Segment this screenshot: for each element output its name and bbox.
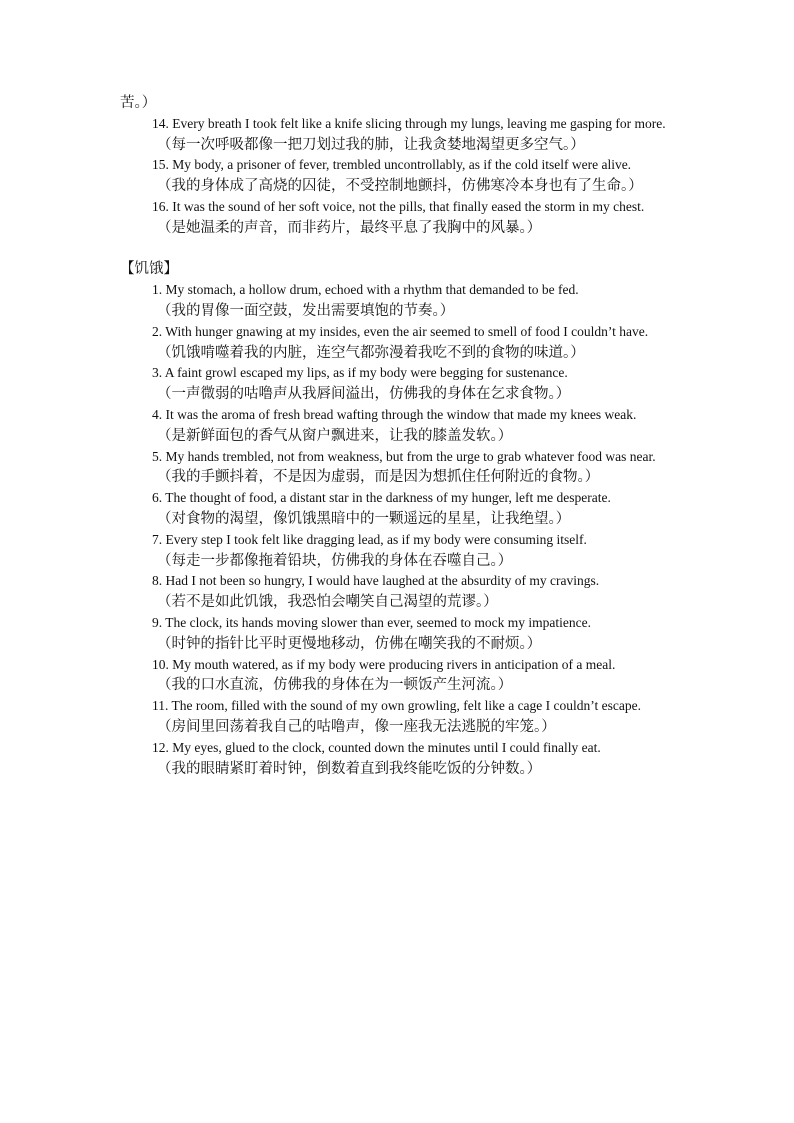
hunger-en-11: 11. The room, filled with the sound of my own growling, felt like a cage I couldn’t escape. (152, 698, 642, 714)
top-fragment: 苦。） (120, 95, 157, 111)
hunger-en-9: 9. The clock, its hands moving slower than ever, seemed to mock my impatience. (152, 614, 591, 630)
section-title-hunger: 【饥饿】 (120, 261, 178, 278)
hunger-en-12: 12. My eyes, glued to the clock, counted down the minutes until I could finally eat. (152, 739, 601, 755)
hunger-zh-12: （我的眼睛紧盯着时钟，倒数着直到我终能吃饭的分钟数。） (157, 760, 542, 777)
sentence-en-15: 15. My body, a prisoner of fever, trembled uncontrollably, as if the cold itself were alive. (152, 157, 632, 173)
hunger-zh-2: （饥饿啃噬着我的内脏，连空气都弥漫着我吃不到的食物的味道。） (157, 344, 585, 361)
hunger-en-10: 10. My mouth watered, as if my body were producing rivers in anticipation of a meal. (152, 656, 616, 672)
hunger-en-5: 5. My hands trembled, not from weakness, but from the urge to grab whatever food was near. (152, 448, 656, 464)
hunger-en-4: 4. It was the aroma of fresh bread wafting through the window that made my knees weak. (152, 406, 637, 422)
sentence-zh-15: （我的身体成了高烧的囚徒，不受控制地颤抖，仿佛寒冷本身也有了生命。） (157, 178, 643, 195)
sentence-en-14: 14. Every breath I took felt like a knife slicing through my lungs, leaving me gasping for more. (152, 115, 666, 131)
hunger-en-3: 3. A faint growl escaped my lips, as if my body were begging for sustenance. (152, 365, 568, 381)
hunger-zh-5: （我的手颤抖着，不是因为虚弱，而是因为想抓住任何附近的食物。） (157, 469, 600, 486)
hunger-en-6: 6. The thought of food, a distant star in the darkness of my hunger, left me desperate. (152, 490, 611, 506)
hunger-zh-7: （每走一步都像拖着铅块，仿佛我的身体在吞噬自己。） (157, 552, 513, 569)
hunger-zh-11: （房间里回荡着我自己的咕噜声，像一座我无法逃脱的牢笼。） (157, 718, 556, 735)
hunger-en-8: 8. Had I not been so hungry, I would have laughed at the absurdity of my cravings. (152, 573, 600, 589)
hunger-zh-4: （是新鲜面包的香气从窗户飘进来，让我的膝盖发软。） (157, 427, 513, 444)
hunger-zh-10: （我的口水直流，仿佛我的身体在为一顿饭产生河流。） (157, 677, 513, 694)
hunger-zh-8: （若不是如此饥饿，我恐怕会嘲笑自己渴望的荒谬。） (157, 594, 498, 611)
sentence-zh-16: （是她温柔的声音，而非药片，最终平息了我胸中的风暴。） (157, 219, 542, 236)
section-gap (120, 239, 673, 260)
sentence-en-16: 16. It was the sound of her soft voice, not the pills, that finally eased the storm in my chest. (152, 198, 645, 214)
hunger-zh-3: （一声微弱的咕噜声从我唇间溢出，仿佛我的身体在乞求食物。） (157, 386, 571, 403)
document-body (120, 93, 673, 779)
sentence-zh-14: （每一次呼吸都像一把刀划过我的肺，让我贪婪地渴望更多空气。） (157, 136, 585, 153)
hunger-en-1: 1. My stomach, a hollow drum, echoed with a rhythm that demanded to be fed. (152, 282, 579, 298)
hunger-en-7: 7. Every step I took felt like dragging lead, as if my body were consuming itself. (152, 531, 587, 547)
hunger-zh-6: （对食物的渴望，像饥饿黑暗中的一颗遥远的星星，让我绝望。） (157, 510, 571, 527)
hunger-zh-9: （时钟的指针比平时更慢地移动，仿佛在嘲笑我的不耐烦。） (157, 635, 542, 652)
hunger-zh-1: （我的胃像一面空鼓，发出需要填饱的节奏。） (157, 302, 455, 319)
hunger-en-2: 2. With hunger gnawing at my insides, even the air seemed to smell of food I couldn’t have. (152, 323, 649, 339)
